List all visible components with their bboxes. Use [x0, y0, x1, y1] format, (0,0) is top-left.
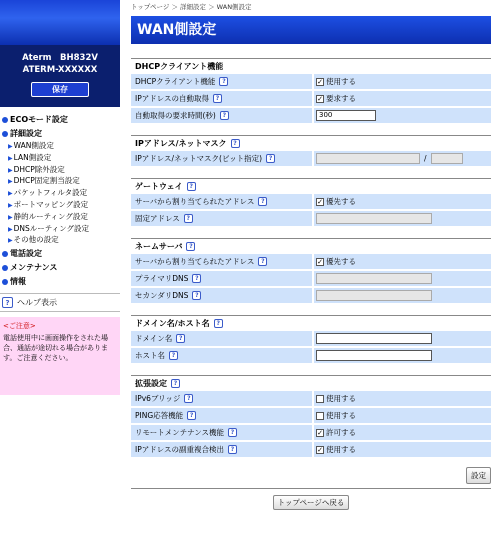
help-icon[interactable]: ? — [169, 351, 178, 360]
model-name: Aterm BH832V — [22, 53, 98, 63]
remote-maint-checkbox[interactable]: ✓ — [317, 428, 323, 437]
nav-detail[interactable]: 詳細設定 — [2, 127, 120, 141]
nav-maintenance[interactable]: メンテナンス — [2, 261, 120, 275]
domain-name-input[interactable] — [316, 333, 432, 344]
help-icon[interactable]: ? — [228, 428, 237, 437]
ping-checkbox[interactable] — [316, 412, 324, 420]
section-nameserver-title: ネームサーバ ? — [131, 238, 491, 254]
gateway-fixed-input[interactable] — [316, 213, 432, 224]
help-icon[interactable]: ? — [228, 445, 237, 454]
ip-duplicate-checkbox[interactable]: ✓ — [317, 445, 323, 454]
row-primary-dns: プライマリDNS ? — [131, 271, 491, 286]
nav-sub-lan[interactable]: ▶LAN側設定 — [8, 152, 52, 162]
help-icon[interactable]: ? — [192, 291, 201, 300]
nav-sub-other[interactable]: ▶その他の設定 — [8, 235, 59, 245]
help-icon[interactable]: ? — [213, 94, 222, 103]
row-ping: PING応答機能 ? 使用する — [131, 408, 491, 423]
netmask-input[interactable] — [431, 153, 463, 164]
device-id: ATERM-XXXXXX — [22, 65, 98, 75]
nav-sub-dhcp-exclude[interactable]: ▶DHCP除外設定 — [8, 164, 65, 174]
row-ipv6-bridge: IPv6ブリッジ ? 使用する — [131, 391, 491, 406]
set-area — [131, 467, 491, 484]
nav-sub-port-mapping[interactable]: ▶ポートマッピング設定 — [8, 199, 89, 209]
notice-body: 電話使用中に画面操作をされた場合、通話が途切れる場合があります。ご注意ください。 — [3, 334, 108, 363]
notice-box — [0, 317, 120, 395]
row-gateway-fixed: 固定アドレス ? — [131, 211, 491, 226]
arrow-icon: ▶ — [8, 190, 13, 198]
nav-eco[interactable]: ECOモード設定 — [2, 113, 120, 127]
row-dhcp-client: DHCPクライアント機能 ? ✓ 使用する — [131, 74, 491, 89]
nav-sub-wan[interactable]: ▶WAN側設定 — [8, 141, 54, 150]
nav-sub-packet-filter[interactable]: ▶パケットフィルタ設定 — [8, 188, 88, 198]
secondary-dns-input[interactable] — [316, 290, 432, 301]
ipv6-bridge-checkbox[interactable] — [316, 395, 324, 403]
help-icon[interactable]: ? — [192, 274, 201, 283]
row-domain-name: ドメイン名 ? — [131, 331, 491, 346]
gateway-server-checkbox[interactable]: ✓ — [317, 197, 323, 206]
arrow-icon: ▶ — [8, 201, 13, 209]
section-dhcp-title: DHCPクライアント機能 — [131, 58, 491, 74]
help-icon[interactable]: ? — [186, 242, 195, 251]
nav-sub-static-routing[interactable]: ▶静的ルーティング設定 — [8, 211, 88, 221]
help-label: ヘルプ表示 — [17, 298, 57, 308]
bullet-icon — [2, 131, 8, 137]
row-remote-maint: リモートメンテナンス機能 ? ✓ 許可する — [131, 425, 491, 440]
arrow-icon: ▶ — [8, 166, 13, 174]
help-icon[interactable]: ? — [184, 214, 193, 223]
dhcp-client-checkbox[interactable]: ✓ — [317, 77, 323, 86]
ip-auto-checkbox[interactable]: ✓ — [317, 94, 323, 103]
top-page-area — [131, 497, 491, 508]
arrow-icon: ▶ — [8, 237, 13, 245]
help-icon[interactable]: ? — [219, 77, 228, 86]
help-icon[interactable]: ? — [176, 334, 185, 343]
nav-sub-dhcp-fixed[interactable]: ▶DHCP固定割当設定 — [8, 176, 80, 186]
row-ns-server: サーバから割り当てられたアドレス ? ✓ 優先する — [131, 254, 491, 269]
section-extended-title: 拡張設定 ? — [131, 375, 491, 391]
help-icon[interactable]: ? — [258, 257, 267, 266]
arrow-icon: ▶ — [8, 154, 13, 162]
nav-phone[interactable]: 電話設定 — [2, 247, 120, 261]
help-icon[interactable]: ? — [214, 319, 223, 328]
row-host-name: ホスト名 ? — [131, 348, 491, 363]
ns-server-checkbox[interactable]: ✓ — [317, 257, 323, 266]
help-toggle[interactable] — [0, 293, 120, 312]
notice-title: <ご注意> — [3, 322, 36, 331]
save-button[interactable]: 保存 — [31, 82, 89, 97]
host-name-input[interactable] — [316, 350, 432, 361]
sidebar-nav — [0, 107, 120, 289]
row-ip-duplicate: IPアドレスの副重複合検出 ? ✓ 使用する — [131, 442, 491, 457]
help-icon: ? — [2, 297, 13, 308]
row-request-time: 自動取得の要求時間(秒) ? 300 — [131, 108, 491, 123]
help-icon[interactable]: ? — [184, 394, 193, 403]
ip-address-input[interactable] — [316, 153, 420, 164]
bullet-icon — [2, 117, 8, 123]
device-info — [0, 45, 120, 107]
arrow-icon: ▶ — [8, 143, 13, 150]
help-icon[interactable]: ? — [266, 154, 275, 163]
help-icon[interactable]: ? — [220, 111, 229, 120]
arrow-icon: ▶ — [8, 225, 13, 233]
row-secondary-dns: セカンダリDNS ? — [131, 288, 491, 303]
nav-sub-dns-routing[interactable]: ▶DNSルーティング設定 — [8, 223, 90, 233]
sidebar — [0, 0, 120, 533]
sidebar-header-banner — [0, 0, 120, 45]
nav-info[interactable]: 情報 — [2, 275, 120, 289]
row-ip-netmask: IPアドレス/ネットマスク(ビット指定) ? / — [131, 151, 491, 166]
page-title: WAN側設定 — [131, 16, 491, 44]
bullet-icon — [2, 265, 8, 271]
arrow-icon: ▶ — [8, 213, 13, 221]
help-icon[interactable]: ? — [187, 182, 196, 191]
help-icon[interactable]: ? — [258, 197, 267, 206]
primary-dns-input[interactable] — [316, 273, 432, 284]
back-to-top-button[interactable]: トップページへ戻る — [273, 495, 350, 510]
help-icon[interactable]: ? — [187, 411, 196, 420]
row-gateway-server: サーバから割り当てられたアドレス ? ✓ 優先する — [131, 194, 491, 209]
section-ip-title: IPアドレス/ネットマスク ? — [131, 135, 491, 151]
row-ip-auto: IPアドレスの自動取得 ? ✓ 要求する — [131, 91, 491, 106]
breadcrumb: トップページ ＞ 詳細設定 ＞ WAN側設定 — [131, 3, 252, 11]
help-icon[interactable]: ? — [171, 379, 180, 388]
bullet-icon — [2, 279, 8, 285]
section-gateway-title: ゲートウェイ ? — [131, 178, 491, 194]
arrow-icon: ▶ — [8, 178, 13, 186]
request-time-input[interactable]: 300 — [316, 110, 376, 121]
bullet-icon — [2, 251, 8, 257]
help-icon[interactable]: ? — [231, 139, 240, 148]
set-button[interactable]: 設定 — [466, 467, 491, 484]
slash-separator: / — [424, 154, 427, 163]
section-domain-title: ドメイン名/ホスト名 ? — [131, 315, 491, 331]
divider — [131, 488, 491, 489]
main-content — [131, 0, 491, 508]
